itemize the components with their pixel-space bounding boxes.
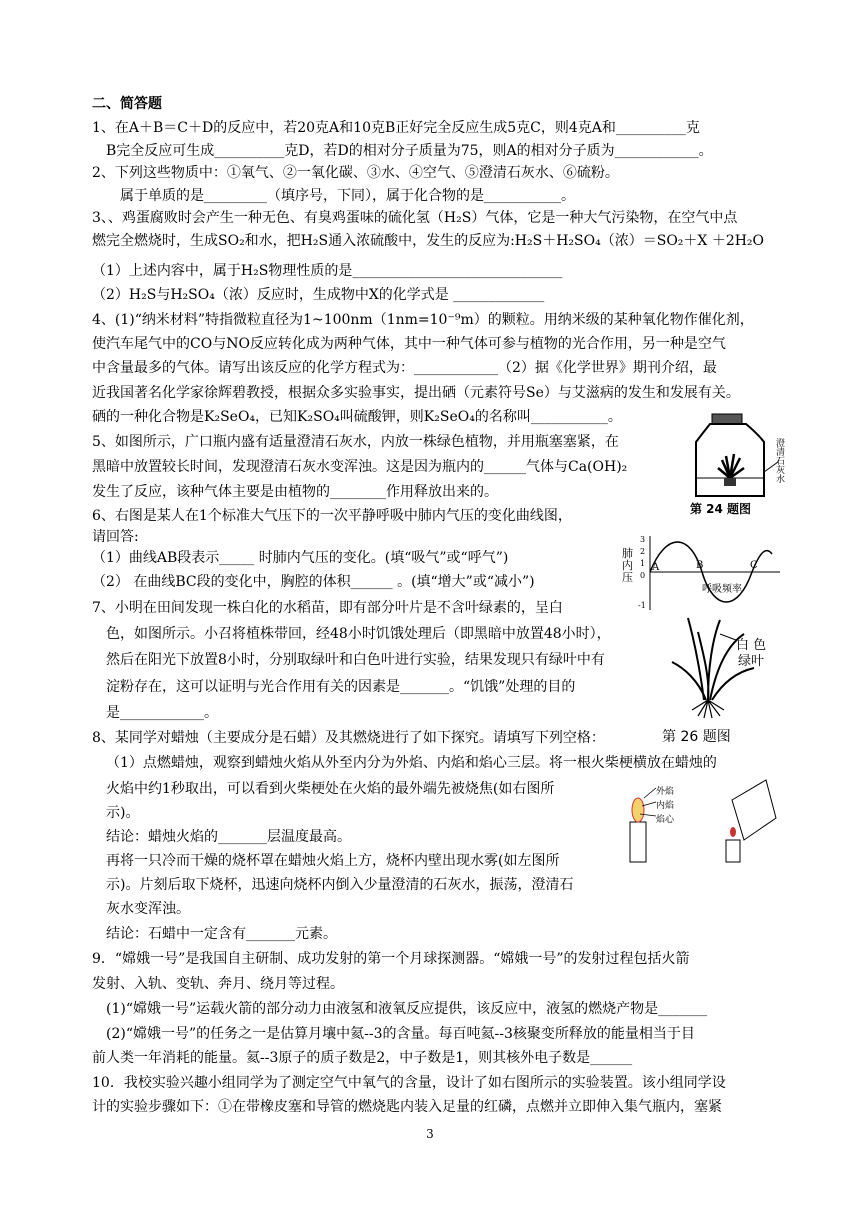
text-line: 7、小明在田间发现一株白化的水稻苗，即有部分叶片是不含叶绿素的，呈白 <box>92 600 563 616</box>
point-b-label: B <box>696 560 704 571</box>
outer-flame-label: 外焰 <box>656 787 675 797</box>
green-leaf-label: 绿叶 <box>738 654 765 669</box>
text-line: 中含量最多的气体。请写出该反应的化学方程式为：____________（2）据《化学世界》期刊介绍，最 <box>92 360 717 376</box>
candle-body <box>630 822 646 862</box>
text-line: 近我国著名化学家徐辉碧教授，根据众多实验事实，提出硒（元素符号Se）与艾滋病的发生和发展有关。 <box>92 385 740 401</box>
text-line: 结论：蜡烛火焰的_______层温度最高。 <box>106 829 351 845</box>
flame-icon <box>632 798 644 822</box>
page-number: 3 <box>426 1127 434 1141</box>
text-line: 示)。 <box>106 805 140 821</box>
y-tick: -1 <box>638 601 646 610</box>
text-line: （1）上述内容中，属于H₂S物理性质的是______________________________ <box>92 263 563 279</box>
point-a-label: A <box>652 562 660 573</box>
text-line: 然后在阳光下放置8小时，分别取绿叶和白色叶进行实验，结果发现只有绿叶中有 <box>106 652 605 668</box>
text-line: 示)。片刻后取下烧杯，迅速向烧杯内倒入少量澄清的石灰水，振荡，澄清石 <box>106 877 574 893</box>
text-line: 6、右图是某人在1个标准大气压下的一次平静呼吸中肺内气压的变化曲线图， <box>92 508 572 524</box>
pointer-line <box>642 802 656 806</box>
section-title: 二、简答题 <box>92 96 162 112</box>
text-line: 发射、入轨、变轨、奔月、绕月等过程。 <box>92 976 344 992</box>
text-line: 火焰中约1秒取出，可以看到火柴梗处在火焰的最外端先被烧焦(如右图所 <box>106 781 555 797</box>
text-line: 5、如图所示，广口瓶内盛有适量澄清石灰水，内放一株绿色植物，并用瓶塞塞紧，在 <box>92 434 619 450</box>
candle-figure <box>622 770 782 866</box>
plant-icon <box>718 454 744 478</box>
y-tick: 1 <box>640 559 646 568</box>
rice-roots-icon <box>692 700 724 718</box>
lung-pressure-chart <box>610 528 790 618</box>
plant-pot <box>724 478 736 486</box>
white-leaf-label: 白 色 <box>736 638 767 653</box>
y-tick: 2 <box>640 547 646 556</box>
text-line: 10．我校实验兴趣小组同学为了测定空气中氧气的含量，设计了如右图所示的实验装置。该小组同学设 <box>92 1075 726 1091</box>
flame-icon <box>730 827 736 837</box>
text-line: 属于单质的是_________（填序号，下同），属于化合物的是___________。 <box>120 188 575 204</box>
candle-body-2 <box>726 840 740 862</box>
text-line: 3、、鸡蛋腐败时会产生一种无色、有臭鸡蛋味的硫化氢（H₂S）气体，它是一种大气污染物，在空气中点 <box>92 210 738 226</box>
point-c-label: C <box>750 560 758 571</box>
text-line: 结论：石蜡中一定含有_______元素。 <box>106 926 337 942</box>
figure-caption: 第 24 题图 <box>690 502 752 516</box>
text-line: （1）点燃蜡烛，观察到蜡烛火焰从外至内分为外焰、内焰和焰心三层。将一根火柴梗横放在蜡烛的 <box>106 755 717 771</box>
jar-stopper <box>712 414 742 424</box>
y-axis-label: 肺内压 <box>622 547 633 584</box>
text-line: (2)“嫦娥一号”的任务之一是估算月壤中氦--3的含量。每百吨氦--3核聚变所释放的能量相当于目 <box>106 1026 695 1042</box>
text-line: 2、下列这些物质中：①氧气、②一氧化碳、③水、④空气、⑤澄清石灰水、⑥硫粉。 <box>92 165 619 181</box>
text-line: 前人类一年消耗的能量。氦--3原子的质子数是2，中子数是1，则其核外电子数是______ <box>92 1050 633 1066</box>
text-line: 4、(1)“纳米材料”特指微粒直径为1~100nm（1nm=10⁻⁹m）的颗粒。用纳米级的某种氧化物作催化剂， <box>92 312 754 328</box>
flame-core-label: 焰心 <box>656 815 675 825</box>
text-line: （2）H₂S与H₂SO₄（浓）反应时，生成物中X的化学式是 _____________ <box>92 287 545 303</box>
text-line: 色，如图所示。小召将植株带回，经48小时饥饿处理后（即黑暗中放置48小时）， <box>106 626 611 642</box>
y-tick: 0 <box>640 571 646 580</box>
y-tick: 3 <box>640 535 646 544</box>
text-line: （2） 在曲线BC段的变化中，胸腔的体积______ 。(填“增大”或“减小”) <box>92 574 535 590</box>
text-line: 淀粉存在，这可以证明与光合作用有关的因素是_______。“饥饿”处理的目的 <box>106 679 576 695</box>
x-axis-label: 呼吸频率 <box>702 584 742 595</box>
text-line: 使汽车尾气中的CO与NO反应转化成为两种气体，其中一种气体可参与植物的光合作用，另一种是空气 <box>92 336 726 352</box>
text-line: 再将一只冷而干燥的烧杯罩在蜡烛火焰上方，烧杯内壁出现水雾(如左图所 <box>106 853 560 869</box>
text-line: 9．“嫦娥一号”是我国自主研制、成功发射的第一个月球探测器。“嫦娥一号”的发射过程包括火箭 <box>92 951 690 967</box>
text-line: 硒的一种化合物是K₂SeO₄，已知K₂SO₄叫硫酸钾，则K₂SeO₄的名称叫___________。 <box>92 409 622 425</box>
inner-flame-label: 内焰 <box>656 801 675 811</box>
text-line: B完全反应可生成__________克D，若D的相对分子质量为75，则A的相对分子质为____________。 <box>106 143 713 159</box>
text-line: (1)“嫦娥一号”运载火箭的部分动力由液氢和液氧反应提供，该反应中，液氢的燃烧产物是_______ <box>106 1001 708 1017</box>
figure-caption: 第 26 题图 <box>662 729 731 745</box>
jar-side-label: 澄清石灰水 <box>776 439 786 485</box>
text-line: 是____________。 <box>106 705 218 721</box>
text-line: 灰水变浑浊。 <box>106 901 190 917</box>
pointer-line <box>720 634 736 640</box>
text-line: 8、某同学对蜡烛（主要成分是石蜡）及其燃烧进行了如下探究。请填写下列空格： <box>92 730 605 746</box>
pointer-line <box>644 788 656 798</box>
text-line: 请回答: <box>92 529 139 545</box>
text-line: 燃完全燃烧时，生成SO₂和水，把H₂S通入浓硫酸中，发生的反应为:H₂S＋H₂SO₄（浓）＝SO₂＋X ＋2H₂O <box>92 233 765 249</box>
text-line: 发生了反应，该种气体主要是由植物的________作用释放出来的。 <box>92 484 498 500</box>
text-line: 计的实验步骤如下：①在带橡皮塞和导管的燃烧匙内装入足量的红磷，点燃并立即伸入集气瓶内，塞紧 <box>92 1099 722 1115</box>
text-line: （1）曲线AB段表示_____ 时肺内气压的变化。(填“吸气”或“呼气”) <box>92 550 509 566</box>
text-line: 1、在A＋B＝C＋D的反应中，若20克A和10克B正好完全反应生成5克C，则4克A和__________克 <box>92 120 700 136</box>
text-line: 黑暗中放置较长时间，发现澄清石灰水变浑浊。这是因为瓶内的______气体与Ca(OH)₂ <box>92 459 628 475</box>
beaker-icon <box>732 780 776 840</box>
